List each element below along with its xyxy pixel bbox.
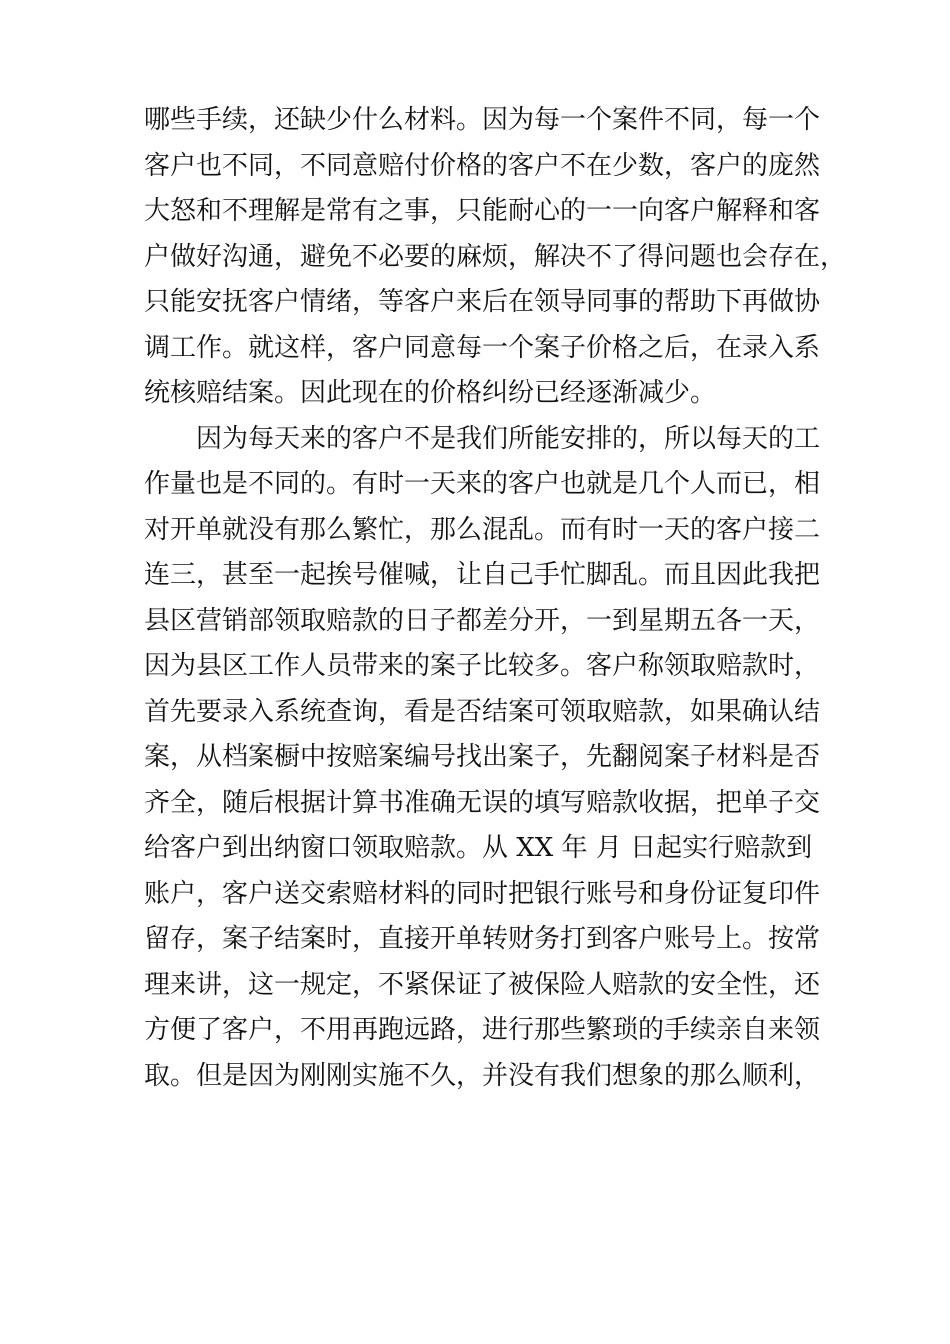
text-line: 案，从档案橱中按赔案编号找出案子，先翻阅案子材料是否 <box>144 742 821 772</box>
text-line: 取。但是因为刚刚实施不久，并没有我们想象的那么顺利， <box>144 1060 821 1091</box>
text-line: 哪些手续，还缺少什么材料。因为每一个案件不同，每一个 <box>144 105 821 135</box>
text-line: 理来讲，这一规定，不紧保证了被保险人赔款的安全性，还 <box>144 969 821 1000</box>
text-line: 给客户到出纳窗口领取赔款。从 XX 年 月 日起实行赔款到 <box>144 833 813 863</box>
text-line: 首先要录入系统查询，看是否结案可领取赔款，如果确认结 <box>144 696 821 727</box>
text-line: 对开单就没有那么繁忙，那么混乱。而有时一天的客户接二 <box>144 514 821 545</box>
text-line: 只能安抚客户情绪，等客户来后在领导同事的帮助下再做协 <box>144 287 821 317</box>
text-line: 因为县区工作人员带来的案子比较多。客户称领取赔款时， <box>144 651 821 681</box>
text-line: 作量也是不同的。有时一天来的客户也就是几个人而已，相 <box>144 469 821 499</box>
text-line: 县区营销部领取赔款的日子都差分开，一到星期五各一天， <box>144 605 821 636</box>
text-line: 连三，甚至一起挨号催喊，让自己手忙脚乱。而且因此我把 <box>144 560 821 590</box>
text-line: 账户，客户送交索赔材料的同时把银行账号和身份证复印件 <box>144 878 821 909</box>
paragraph-first-line: 因为每天来的客户不是我们所能安排的，所以每天的工 <box>196 423 821 454</box>
text-line: 留存，案子结案时，直接开单转财务打到客户账号上。按常 <box>144 924 821 954</box>
body-text <box>144 98 847 1099</box>
text-line: 调工作。就这样，客户同意每一个案子价格之后，在录入系 <box>144 332 821 363</box>
text-line: 户做好沟通，避免不必要的麻烦，解决不了得问题也会存在， <box>144 241 847 272</box>
text-line: 统核赔结案。因此现在的价格纠纷已经逐渐减少。 <box>144 378 717 408</box>
text-line: 客户也不同，不同意赔付价格的客户不在少数，客户的庞然 <box>144 150 821 181</box>
text-line: 方便了客户，不用再跑远路，进行那些繁琐的手续亲自来领 <box>144 1015 821 1045</box>
text-line: 齐全，随后根据计算书准确无误的填写赔款收据，把单子交 <box>144 787 821 818</box>
text-line: 大怒和不理解是常有之事，只能耐心的一一向客户解释和客 <box>144 196 821 226</box>
